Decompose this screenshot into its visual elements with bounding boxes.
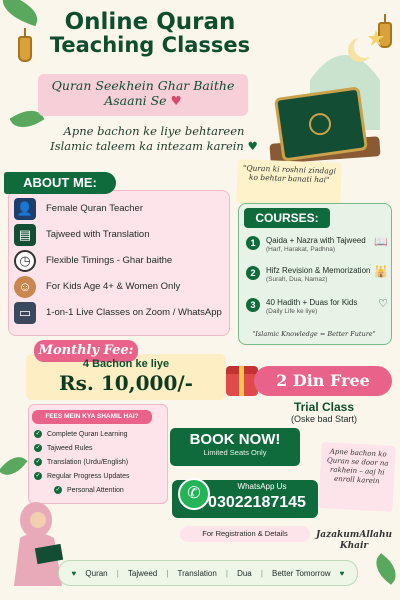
trial-subtitle: (Oske bad Start) — [290, 414, 358, 424]
fee-heading: Monthly Fee: — [34, 340, 138, 362]
intro-line-2: Islamic taleem ka intezam karein — [50, 138, 244, 153]
intro-line-1: Apne bachon ke liye behtareen — [63, 124, 245, 138]
footer-divider: | — [166, 568, 169, 578]
registration-label: For Registration & Details — [180, 526, 310, 542]
includes-item-label: Personal Attention — [67, 486, 124, 494]
footer-bar — [58, 560, 358, 586]
courses-heading: COURSES: — [244, 208, 330, 228]
course-item — [246, 266, 388, 283]
open-book-icon: 📖 — [374, 236, 388, 248]
course-subtitle: (Surah, Dua, Namaz) — [266, 275, 328, 283]
includes-item — [34, 472, 166, 480]
signature-line-1: JazakumAllahu — [316, 530, 393, 540]
courses-tagline: "Islamic Knowledge = Better Future" — [252, 330, 376, 338]
whatsapp-label: WhatsApp Us — [237, 482, 287, 491]
course-number: 2 — [246, 266, 260, 280]
mosque-icon: 🕌 — [374, 266, 388, 278]
footer-item: Quran — [85, 568, 108, 578]
heart-icon: ♥ — [71, 568, 77, 578]
trial-title: Trial Class — [293, 400, 355, 414]
about-item-label: Tajweed with Translation — [46, 229, 150, 241]
leaf-icon — [369, 553, 400, 585]
book-now-button[interactable] — [170, 428, 300, 466]
about-item-label: For Kids Age 4+ & Women Only — [46, 281, 181, 293]
includes-item — [54, 486, 186, 494]
heart-icon: ♥ — [339, 568, 345, 578]
course-number: 1 — [246, 236, 260, 250]
fee-amount: Rs. 10,000/- — [59, 371, 193, 395]
course-title: Qaida + Nazra with Tajweed — [266, 236, 366, 245]
page-title — [40, 10, 260, 56]
laptop-icon: ▭ — [14, 302, 36, 324]
course-subtitle: (Harf, Harakat, Padhna) — [266, 245, 336, 253]
includes-heading: FEES MEIN KYA SHAMIL HAI? — [32, 410, 152, 424]
footer-divider: | — [260, 568, 263, 578]
enroll-note: Apne bachon ko Quran se door na rakhein – aaj hi enroll karein — [318, 442, 395, 512]
check-icon: ✓ — [35, 445, 41, 451]
quran-book-illustration — [274, 86, 368, 161]
about-item-label: Flexible Timings - Ghar baithe — [46, 255, 173, 267]
includes-item — [34, 458, 166, 466]
footer-item: Dua — [237, 568, 252, 578]
lantern-icon — [18, 36, 32, 62]
heart-icon: ♥ — [247, 138, 258, 153]
about-item-label: Female Quran Teacher — [46, 203, 143, 215]
book-now-label: BOOK NOW! — [189, 431, 281, 448]
whatsapp-icon: ✆ — [178, 478, 210, 510]
quote-note: "Quran ki roshni zindagi ko behtar banati hai" — [236, 159, 341, 207]
quran-book-icon: ▤ — [14, 224, 36, 246]
signature — [316, 530, 392, 552]
footer-divider: | — [116, 568, 119, 578]
course-item — [246, 298, 388, 315]
about-item — [14, 250, 226, 272]
check-icon: ✓ — [35, 459, 41, 465]
limited-seats-label: Limited Seats Only — [203, 448, 267, 457]
course-subtitle: (Daily Life ke liye) — [266, 307, 318, 315]
includes-item — [34, 430, 166, 438]
course-number: 3 — [246, 298, 260, 312]
footer-item: Better Tomorrow — [272, 568, 331, 578]
check-icon: ✓ — [35, 473, 41, 479]
banner-line-2: Asaani Se — [104, 93, 167, 108]
footer-item: Tajweed — [127, 568, 158, 578]
course-title: 40 Hadith + Duas for Kids — [266, 298, 358, 307]
check-icon: ✓ — [35, 431, 41, 437]
includes-item — [34, 444, 166, 452]
about-item — [14, 302, 226, 324]
footer-divider: | — [225, 568, 228, 578]
check-icon: ✓ — [55, 487, 61, 493]
about-item — [14, 224, 226, 246]
includes-item-label: Regular Progress Updates — [47, 472, 130, 480]
banner-line-1: Quran Seekhein Ghar Baithe — [51, 78, 235, 93]
about-item — [14, 198, 226, 220]
leaf-icon — [0, 0, 42, 26]
includes-item-label: Tajweed Rules — [47, 444, 93, 452]
title-line-2: Teaching Classes — [49, 33, 251, 58]
heart-icon: ♥ — [170, 93, 182, 108]
course-item — [246, 236, 388, 253]
signature-line-2: Khair — [339, 540, 369, 551]
about-heading: ABOUT ME: — [4, 172, 116, 194]
course-title: Hifz Revision & Memorization — [266, 266, 371, 275]
footer-item: Translation — [177, 568, 217, 578]
whatsapp-number[interactable]: 03022187145 — [208, 494, 306, 511]
intro-text — [44, 124, 264, 154]
heart-icon: ♡ — [378, 298, 388, 310]
teacher-icon: 👤 — [14, 198, 36, 220]
title-line-1: Online Quran — [64, 9, 236, 35]
trial-badge: 2 Din Free — [254, 366, 392, 396]
includes-item-label: Complete Quran Learning — [47, 430, 128, 438]
leaf-icon — [0, 451, 27, 481]
kid-icon: ☺ — [14, 276, 36, 298]
subtitle-banner — [38, 74, 248, 116]
about-item — [14, 276, 226, 298]
clock-icon: ◷ — [14, 250, 36, 272]
fee-subtitle: 4 Bachon ke liye — [82, 358, 170, 370]
about-item-label: 1-on-1 Live Classes on Zoom / WhatsApp — [46, 307, 222, 319]
includes-item-label: Translation (Urdu/English) — [47, 458, 129, 466]
